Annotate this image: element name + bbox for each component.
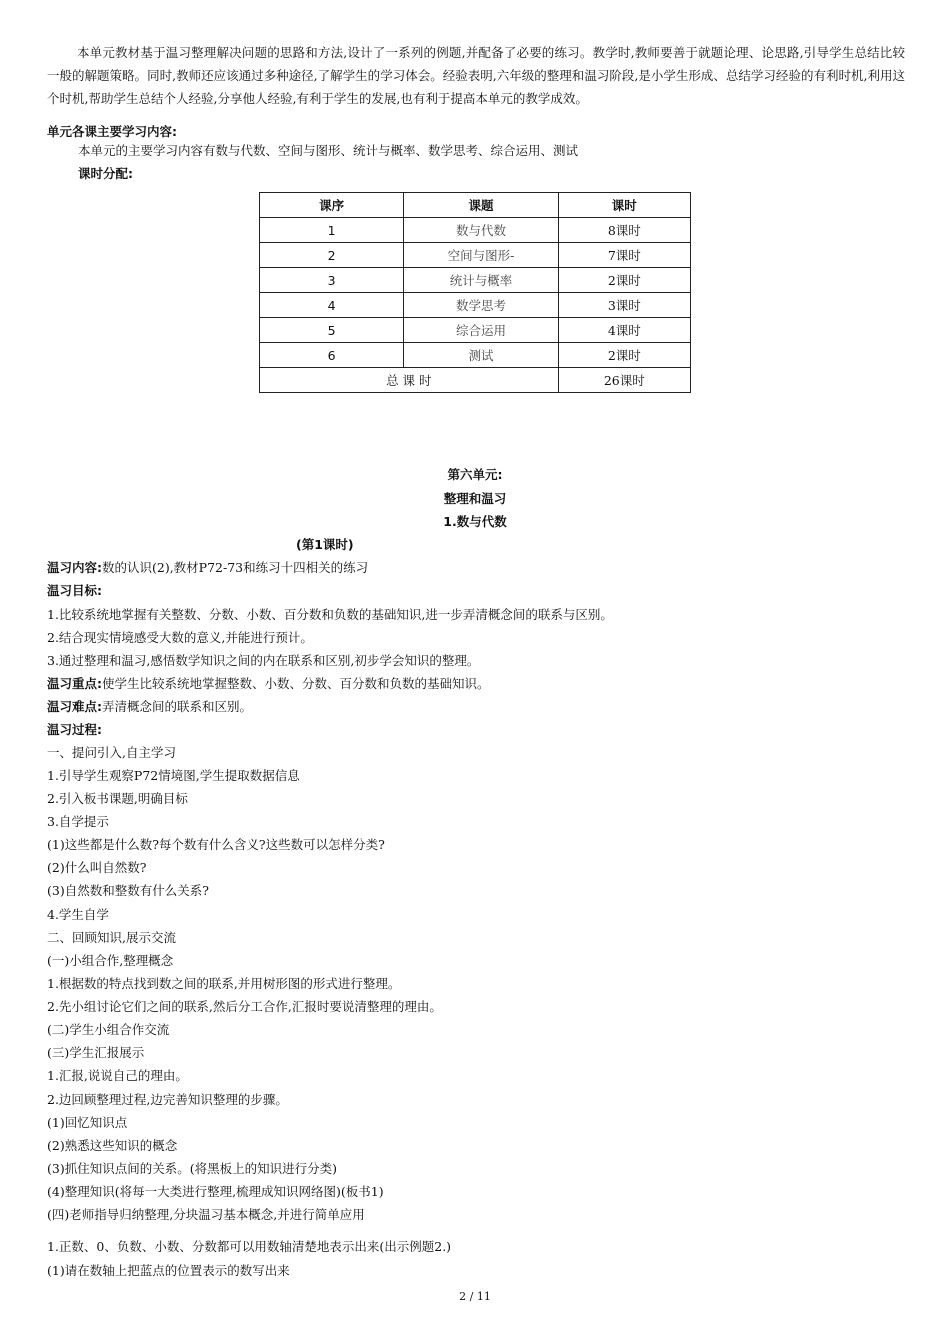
process-step: (3)抓住知识点间的关系。(将黑板上的知识进行分类) — [47, 1161, 337, 1176]
lesson-topic: 统计与概率 — [404, 268, 558, 293]
review-content — [47, 558, 368, 576]
process-step: (3)自然数和整数有什么关系? — [47, 883, 209, 898]
total-label: 总 课 时 — [260, 368, 559, 393]
lesson-hours: 4课时 — [558, 318, 690, 343]
header-topic: 课题 — [404, 193, 558, 218]
lesson-hours: 3课时 — [558, 293, 690, 318]
lesson-no: 3 — [260, 268, 404, 293]
lesson-allocation-table — [259, 192, 691, 393]
process-step: 2.边回顾整理过程,边完善知识整理的步骤。 — [47, 1092, 288, 1107]
table-row — [260, 218, 691, 243]
process-step: 1.汇报,说说自己的理由。 — [47, 1068, 188, 1083]
table-row — [260, 318, 691, 343]
header-lesson-no: 课序 — [260, 193, 404, 218]
unit-subtitle: 整理和温习 — [443, 491, 507, 506]
review-content-label: 温习内容: — [47, 560, 102, 575]
unit-content-text: 本单元的主要学习内容有数与代数、空间与图形、统计与概率、数学思考、综合运用、测试 — [78, 143, 579, 158]
example-line: 1.正数、0、负数、小数、分数都可以用数轴清楚地表示出来(出示例题2.) — [47, 1239, 452, 1254]
lesson-topic: 测试 — [404, 343, 558, 368]
key-point-label: 温习重点: — [47, 676, 102, 691]
lesson-no: 5 — [260, 318, 404, 343]
table-row — [260, 243, 691, 268]
process-step: 3.自学提示 — [47, 814, 109, 829]
lesson-no: 6 — [260, 343, 404, 368]
example-sub: (1)请在数轴上把蓝点的位置表示的数写出来 — [47, 1263, 290, 1278]
lesson-topic: 数与代数 — [404, 218, 558, 243]
process-step: (一)小组合作,整理概念 — [47, 953, 174, 968]
process-step: 一、提问引入,自主学习 — [47, 745, 176, 760]
process-step: 1.引导学生观察P72情境图,学生提取数据信息 — [47, 768, 300, 783]
table-row — [260, 268, 691, 293]
process-step: 2.引入板书课题,明确目标 — [47, 791, 188, 806]
process-heading: 温习过程: — [47, 722, 102, 737]
review-content-text: 数的认识(2),教材P72-73和练习十四相关的练习 — [102, 560, 369, 575]
total-value: 26课时 — [558, 368, 690, 393]
lesson-no: 1 — [260, 218, 404, 243]
lesson-hours: 2课时 — [558, 268, 690, 293]
lesson-hours: 2课时 — [558, 343, 690, 368]
difficulty-text: 弄清概念间的联系和区别。 — [102, 699, 253, 714]
section-title: 1.数与代数 — [443, 514, 507, 529]
lesson-topic: 空间与图形- — [404, 243, 558, 268]
key-point — [47, 674, 490, 692]
process-step: 2.先小组讨论它们之间的联系,然后分工合作,汇报时要说清整理的理由。 — [47, 999, 442, 1014]
goal-item: 1.比较系统地掌握有关整数、分数、小数、百分数和负数的基础知识,进一步弄清概念间的联系与区别。 — [47, 607, 613, 622]
process-step: 4.学生自学 — [47, 907, 109, 922]
process-step: (1)回忆知识点 — [47, 1115, 128, 1130]
goals-heading: 温习目标: — [47, 583, 102, 598]
header-hours: 课时 — [558, 193, 690, 218]
table-header-row — [260, 193, 691, 218]
table-row — [260, 293, 691, 318]
intro-paragraph: 本单元教材基于温习整理解决问题的思路和方法,设计了一系列的例题,并配备了必要的练习。教学时,教师要善于就题论理、论思路,引导学生总结比较一般的解题策略。同时,教师还应该通过多种途径,了解学生的学习体会。经验表明,六年级的整理和温习阶段,是小学生形成、总结学习经验的有利时机,利用这个时机,帮助学生总结个人经验,分享他人经验,有利于学生的发展,也有利于提高本单元的教学成效。 — [47, 45, 905, 106]
unit-content-heading: 单元各课主要学习内容: — [47, 124, 177, 139]
difficulty — [47, 697, 252, 715]
process-step: 1.根据数的特点找到数之间的联系,并用树形图的形式进行整理。 — [47, 976, 401, 991]
lesson-no: 2 — [260, 243, 404, 268]
key-point-text: 使学生比较系统地掌握整数、小数、分数、百分数和负数的基础知识。 — [102, 676, 490, 691]
lesson-hours: 7课时 — [558, 243, 690, 268]
allocation-heading: 课时分配: — [78, 166, 133, 181]
page-number: 2 / 11 — [459, 1290, 491, 1303]
process-step: (二)学生小组合作交流 — [47, 1022, 170, 1037]
process-step: (四)老师指导归纳整理,分块温习基本概念,并进行简单应用 — [47, 1207, 365, 1222]
lesson-topic: 数学思考 — [404, 293, 558, 318]
process-step: 二、回顾知识,展示交流 — [47, 930, 176, 945]
process-step: (2)什么叫自然数? — [47, 860, 147, 875]
unit-title: 第六单元: — [447, 467, 503, 482]
lesson-number: (第1课时) — [296, 537, 354, 552]
difficulty-label: 温习难点: — [47, 699, 102, 714]
goal-item: 2.结合现实情境感受大数的意义,并能进行预计。 — [47, 630, 313, 645]
table-total-row — [260, 368, 691, 393]
table-row — [260, 343, 691, 368]
goal-item: 3.通过整理和温习,感悟数学知识之间的内在联系和区别,初步学会知识的整理。 — [47, 653, 480, 668]
lesson-topic: 综合运用 — [404, 318, 558, 343]
process-step: (4)整理知识(将每一大类进行整理,梳理成知识网络图)(板书1) — [47, 1184, 384, 1199]
lesson-no: 4 — [260, 293, 404, 318]
process-step: (1)这些都是什么数?每个数有什么含义?这些数可以怎样分类? — [47, 837, 385, 852]
process-step: (三)学生汇报展示 — [47, 1045, 145, 1060]
process-step: (2)熟悉这些知识的概念 — [47, 1138, 178, 1153]
lesson-hours: 8课时 — [558, 218, 690, 243]
